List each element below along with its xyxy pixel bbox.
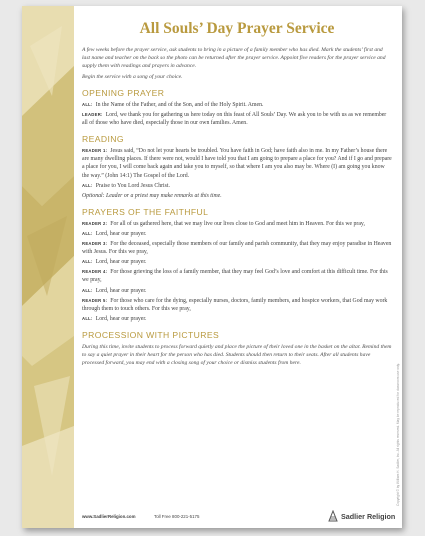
prayer-text: For those who care for the dying, especially nurses, doctors, family members, and hospice workers, that God may work through them to touch others. For this we pray, xyxy=(82,297,388,312)
prayer-line xyxy=(82,315,392,323)
prayer-text: For the deceased, especially those members of our family and parish community, that they may enjoy paradise in Heaven with Jesus. For this we pray, xyxy=(82,241,392,256)
prayer-line xyxy=(82,147,392,179)
sadlier-logo xyxy=(328,510,396,522)
copyright-notice xyxy=(390,106,400,506)
speaker-role: READER 2: xyxy=(82,220,108,226)
speaker-role: ALL: xyxy=(82,182,93,188)
speaker-role: READER 1: xyxy=(82,148,108,154)
document-content xyxy=(82,16,392,367)
prayer-line xyxy=(82,240,392,256)
prayer-text: In the Name of the Father, and of the Son, and of the Holy Spirit. Amen. xyxy=(95,102,264,108)
prayer-line xyxy=(82,220,392,228)
prayer-text: Praise to You Lord Jesus Christ. xyxy=(95,182,170,189)
intro-paragraph: Begin the service with a song of your choice. xyxy=(82,74,183,80)
prayer-line xyxy=(82,182,392,190)
logo-mark-icon xyxy=(328,510,338,522)
section-heading-opening-prayer: OPENING PRAYER xyxy=(82,88,165,98)
prayer-text: Lord, hear our prayer. xyxy=(95,259,147,266)
speaker-role: READER 4: xyxy=(82,269,108,275)
procession-instructions: During this time, invite students to process forward quietly and place the picture of their loved one in the basket on the altar. Remind them to say a quiet prayer in their heart for the person who has died. Students should then return to their seats. After all students have processed forward, you may end with a closing song of your choice or dismiss students from here. xyxy=(82,343,392,366)
speaker-role: READER 3: xyxy=(82,241,108,247)
prayer-line xyxy=(82,230,392,238)
document-title: All Souls’ Day Prayer Service xyxy=(139,20,335,37)
footer-website: www.SadlierReligion.com xyxy=(82,514,136,519)
speaker-role: ALL: xyxy=(82,230,93,236)
speaker-role: ALL: xyxy=(82,315,93,321)
prayer-text: Lord, hear our prayer. xyxy=(95,230,147,237)
prayer-line xyxy=(82,101,392,109)
speaker-role: ALL: xyxy=(82,102,93,107)
prayer-text: Lord, hear our prayer. xyxy=(95,315,147,322)
optional-note: Optional: Leader or a priest may make remarks at this time. xyxy=(82,192,222,199)
footer-phone: Toll Free 800-221-5175 xyxy=(154,514,200,519)
intro-paragraph: A few weeks before the prayer service, ask students to bring in a picture of a family member who has died. Mark the students’ first and last name and teacher on the back so the photo can be returned after the prayer service. Appoint five readers for the prayer service and supply them with readings and prayers in advance. xyxy=(82,47,386,69)
speaker-role: READER 5: xyxy=(82,297,108,303)
speaker-role: ALL: xyxy=(82,259,93,265)
prayer-line xyxy=(82,287,392,295)
section-heading-procession: PROCESSION WITH PICTURES xyxy=(82,329,220,340)
prayer-text: Lord, we thank you for gathering us here today on this feast of All Souls’ Day. We ask you to be with us as we remember all of those who have died, especially those in our own families. Amen. xyxy=(82,112,387,127)
prayer-line xyxy=(82,268,392,284)
page-footer xyxy=(82,510,396,522)
section-heading-prayers-of-faithful: PRAYERS OF THE FAITHFUL xyxy=(82,206,209,217)
prayer-text: Jesus said, “Do not let your hearts be troubled. You have faith in God; have faith also in me. In my Father’s house there are many dwelling places. If there were not, would I have told you that I am going to prepare a place for you? And if I go and prepare a place for you, I will come back again and take you to myself, so that where I am you also may be. Where (I) am going you know the way.” (John 14:1) The Gospel of the Lord. xyxy=(82,148,392,179)
copyright-text: Copyright © by William H. Sadlier, Inc. All rights reserved. May be reproduced for classroom use only. xyxy=(396,363,400,506)
prayer-line xyxy=(82,297,392,313)
intro-instructions xyxy=(82,46,392,81)
prayer-text: For those grieving the loss of a family member, that they may feel God’s love and comfort at this difficult time. For this we pray, xyxy=(82,269,388,284)
worksheet-page xyxy=(22,6,402,528)
prayer-text: Lord, hear our prayer. xyxy=(95,287,147,294)
speaker-role: LEADER: xyxy=(82,112,103,118)
prayer-line xyxy=(82,258,392,266)
section-heading-reading: READING xyxy=(82,134,124,145)
speaker-role: ALL: xyxy=(82,287,93,293)
prayer-line xyxy=(82,111,392,127)
prayer-text: For all of us gathered here, that we may live our lives close to God and meet him in Heaven. For this we pray, xyxy=(110,220,365,227)
decorative-side-band xyxy=(22,6,74,528)
logo-brand-text: Sadlier Religion xyxy=(341,512,396,521)
